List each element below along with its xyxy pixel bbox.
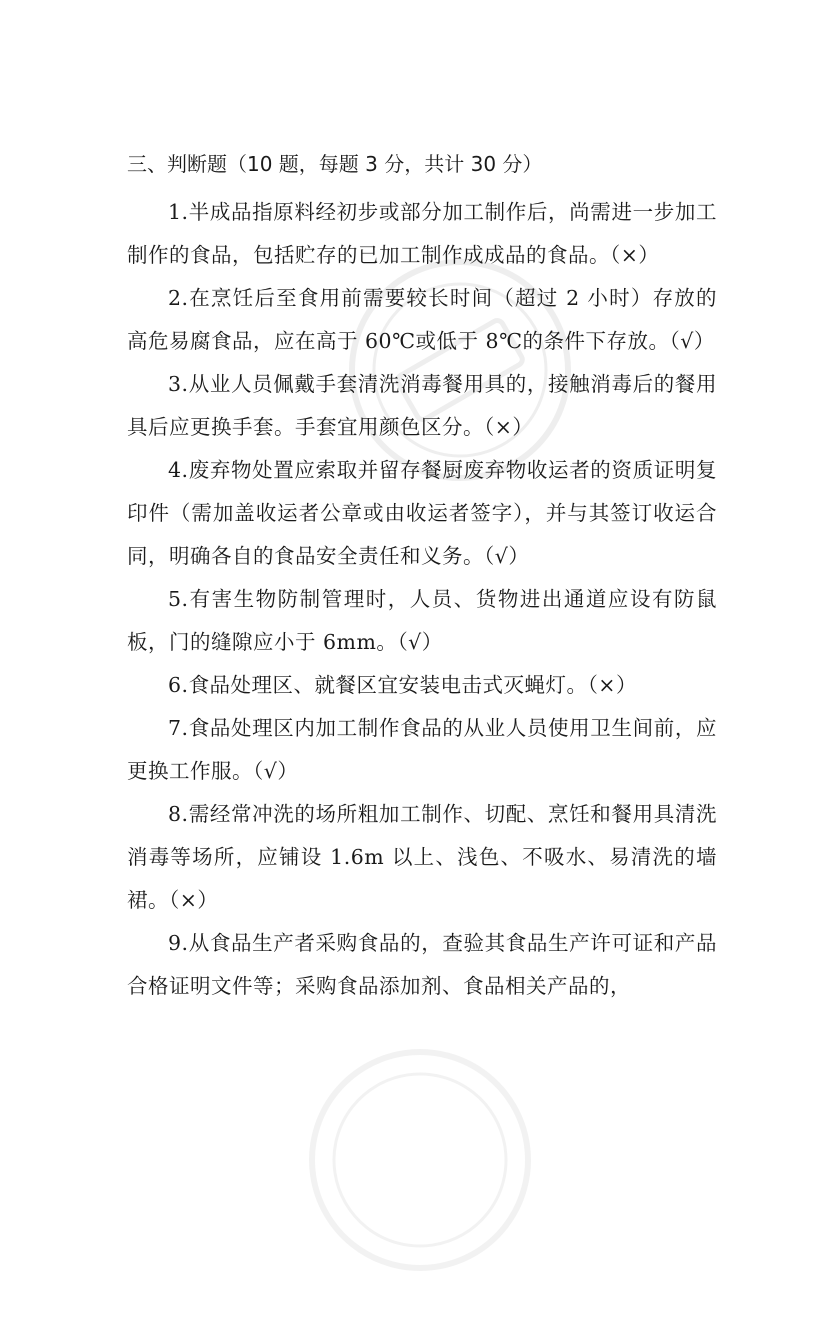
question-item bbox=[127, 191, 717, 277]
question-text: 在烹饪后至食用前需要较长时间（超过 2 小时）存放的高危易腐食品，应在高于 60℃或低于 8℃的条件下存放。 bbox=[127, 286, 717, 353]
question-text: 食品处理区、就餐区宜安装电击式灭蝇灯。 bbox=[188, 673, 588, 697]
question-answer: （×） bbox=[610, 243, 660, 267]
question-text: 从业人员佩戴手套清洗消毒餐用具的，接触消毒后的餐用具后应更换手套。手套宜用颜色区分。 bbox=[127, 372, 717, 439]
question-item bbox=[127, 664, 717, 707]
question-number: 1. bbox=[168, 200, 189, 224]
section-heading: 三、判断题（10 题，每题 3 分，共计 30 分） bbox=[127, 152, 543, 176]
question-answer: （×） bbox=[169, 888, 219, 912]
question-answer: （√） bbox=[253, 759, 299, 783]
question-text: 废弃物处置应索取并留存餐厨废弃物收运者的资质证明复印件（需加盖收运者公章或由收运者签字），并与其签订收运合同，明确各自的食品安全责任和义务。 bbox=[127, 458, 717, 568]
question-number: 2. bbox=[168, 286, 189, 310]
question-text: 半成品指原料经初步或部分加工制作后，尚需进一步加工制作的食品，包括贮存的已加工制作成成品的食品。 bbox=[127, 200, 717, 267]
question-text: 从食品生产者采购食品的，查验其食品生产许可证和产品合格证明文件等；采购食品添加剂、食品相关产品的， bbox=[127, 931, 717, 998]
question-number: 6. bbox=[168, 673, 189, 697]
question-number: 9. bbox=[168, 931, 189, 955]
question-number: 5. bbox=[168, 587, 189, 611]
question-answer: （√） bbox=[669, 329, 715, 353]
question-item bbox=[127, 793, 717, 922]
question-number: 3. bbox=[168, 372, 189, 396]
question-item bbox=[127, 707, 717, 793]
question-number: 4. bbox=[168, 458, 189, 482]
document-content bbox=[127, 146, 717, 1008]
question-item bbox=[127, 578, 717, 664]
watermark-stamp-icon bbox=[256, 996, 584, 1324]
question-text: 有害生物防制管理时，人员、货物进出通道应设有防鼠板，门的缝隙应小于 6mm。 bbox=[127, 587, 717, 654]
question-answer: （√） bbox=[397, 630, 443, 654]
question-text: 食品处理区内加工制作食品的从业人员使用卫生间前，应更换工作服。 bbox=[127, 716, 717, 783]
question-answer: （√） bbox=[484, 544, 530, 568]
question-item bbox=[127, 449, 717, 578]
question-number: 8. bbox=[168, 802, 189, 826]
question-number: 7. bbox=[168, 716, 189, 740]
question-answer: （×） bbox=[587, 673, 637, 697]
question-item bbox=[127, 922, 717, 1008]
question-item bbox=[127, 363, 717, 449]
question-answer: （×） bbox=[484, 415, 534, 439]
question-text: 需经常冲洗的场所粗加工制作、切配、烹饪和餐用具清洗消毒等场所，应铺设 1.6m 以上、浅色、不吸水、易清洗的墙裙。 bbox=[127, 802, 717, 912]
question-item bbox=[127, 277, 717, 363]
